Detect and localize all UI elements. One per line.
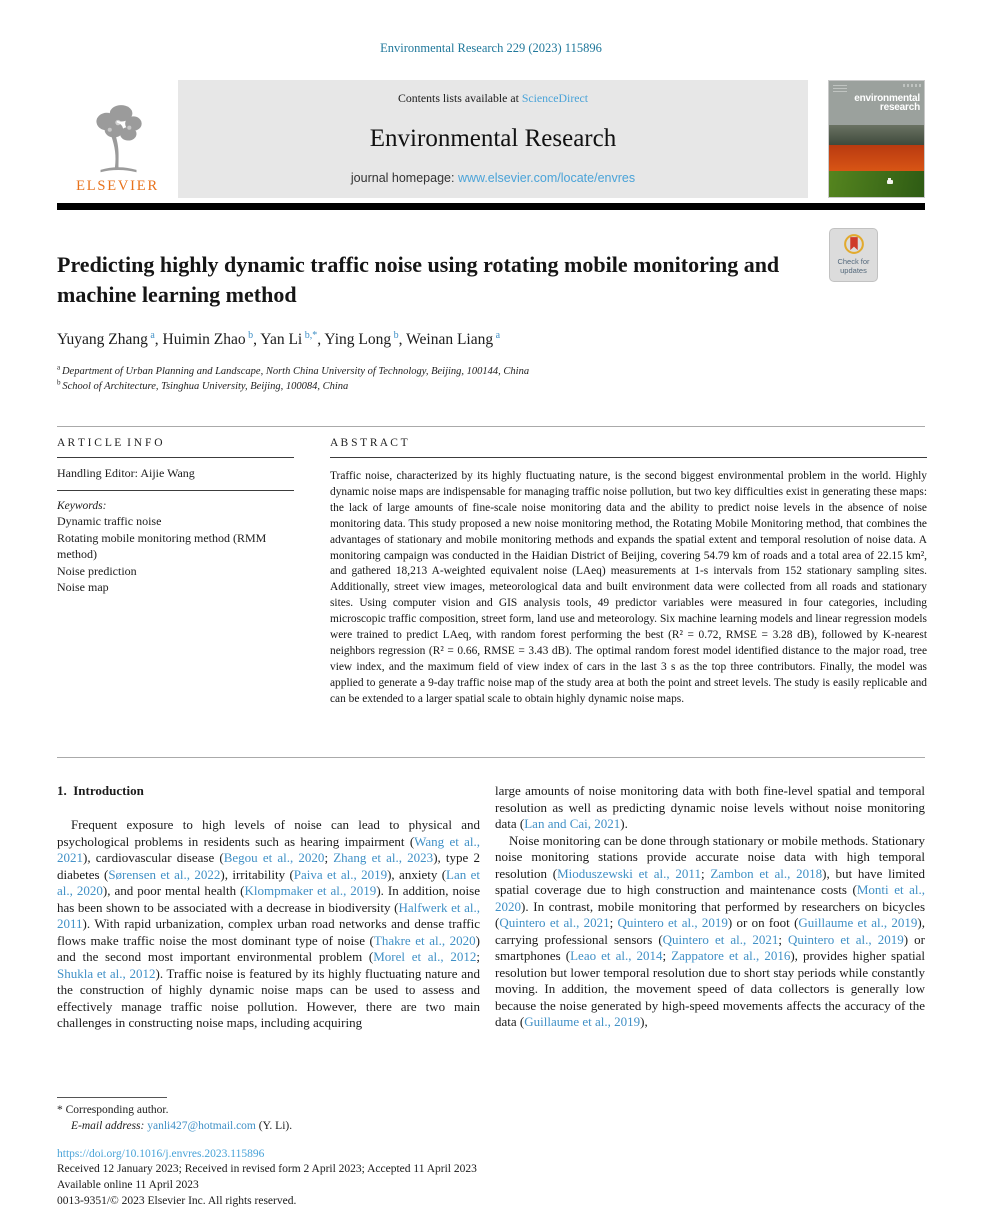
text-run: ), cardiovascular disease ( (83, 850, 224, 865)
citation-link[interactable]: Paiva et al., 2019 (293, 866, 388, 882)
text-run: ; (778, 931, 789, 947)
elsevier-tree-icon (87, 102, 149, 176)
footer-block (57, 1146, 925, 1209)
cover-skyline-band (829, 125, 924, 145)
journal-title: Environmental Research (369, 124, 617, 152)
text-run: ; (324, 850, 334, 865)
text-run: , Ying Long (317, 331, 392, 348)
citation-link[interactable]: Thakre et al., 2020 (373, 932, 476, 948)
cover-tractor (887, 180, 893, 184)
keyword: Noise prediction (57, 563, 137, 578)
cover-fineprint (903, 84, 921, 87)
text-run: journal homepage: (350, 171, 458, 185)
divider-rule (57, 426, 925, 427)
citation-link[interactable]: a (147, 329, 155, 341)
elsevier-wordmark: ELSEVIER (76, 178, 159, 194)
citation-link[interactable]: b (245, 329, 254, 341)
journal-homepage-line (188, 171, 798, 185)
citation-link[interactable]: Lan et al., 2020 (57, 866, 481, 898)
body-paragraph (57, 817, 480, 1032)
text-run: ) and the second most important environmental problem ( (57, 932, 480, 964)
handling-editor-line: Handling Editor: Aijie Wang (57, 466, 195, 480)
cover-field-band (829, 171, 924, 197)
divider-rule (330, 457, 927, 458)
citation-link[interactable]: Quintero et al., 2021 (662, 931, 779, 947)
text-run: ) or on foot ( (727, 915, 799, 930)
keyword: Rotating mobile monitoring method (RMM method) (57, 530, 267, 561)
text-run: ; (700, 865, 711, 881)
citation-link[interactable]: www.elsevier.com/locate/envres (457, 171, 636, 185)
journal-banner (178, 80, 808, 198)
citation-link[interactable]: Lan and Cai, 2021 (524, 816, 621, 831)
citation-link[interactable]: Wang et al., 2021 (57, 833, 481, 865)
citation-link[interactable]: Zambon et al., 2018 (710, 865, 823, 881)
citation-link[interactable]: Sørensen et al., 2022 (108, 866, 221, 882)
running-head-citation: Environmental Research 229 (2023) 115896 (380, 41, 602, 55)
citation-link[interactable]: Morel et al., 2012 (373, 949, 477, 964)
body-paragraph (495, 783, 925, 833)
citation-link[interactable]: Monti et al., 2020 (495, 882, 926, 914)
text-run: ), type 2 diabetes ( (57, 850, 480, 882)
citation-link[interactable]: yanli427@hotmail.com (147, 1119, 256, 1132)
text-run: ), anxiety ( (387, 866, 447, 882)
check-for-updates-badge[interactable] (829, 228, 878, 282)
citation-link[interactable]: Halfwerk et al., 2011 (57, 899, 480, 931)
text-run: ), irritability ( (220, 866, 294, 882)
text-run: large amounts of noise monitoring data with both fine-level spatial and temporal resolution as well as predicting dynamic noise levels without noise monitoring data ( (495, 783, 925, 831)
journal-masthead (57, 80, 925, 198)
cover-title-line: environmental (854, 93, 920, 104)
cover-red-band (829, 145, 924, 171)
article-info-column (57, 437, 294, 596)
text-run: ), and poor mental health ( (102, 883, 245, 898)
text-run: ). With rapid urbanization, complex urban road networks and dense traffic flows make traffic noise the most dominant type of noise ( (57, 916, 480, 948)
text-run: Noise monitoring can be done through stationary or mobile methods. Stationary noise monitoring stations provide accurate noise data with high temporal resolution ( (495, 832, 925, 881)
article-info-heading: A R T I C L E I N F O (57, 437, 163, 449)
corresponding-author-note: * Corresponding author. (57, 1104, 169, 1116)
elsevier-logo (57, 80, 178, 198)
keyword: Noise map (57, 580, 109, 594)
text-run: , Weinan Liang (398, 331, 494, 348)
cover-fineprint (833, 85, 847, 93)
text-run: ), but have limited spatial coverage due to high construction and maintenance costs ( (495, 865, 925, 897)
email-line (57, 1119, 487, 1135)
abstract-column (330, 437, 927, 708)
body-left-column (57, 783, 480, 1032)
article-title: Predicting highly dynamic traffic noise using rotating mobile monitoring and machine learning method (57, 252, 780, 307)
citation-link[interactable]: ScienceDirect (521, 91, 588, 105)
received-dates-line: Received 12 January 2023; Received in revised form 2 April 2023; Accepted 11 April 2023 (57, 1163, 477, 1175)
citation-link[interactable]: Klompmaker et al., 2019 (244, 883, 377, 898)
citation-link[interactable]: Leao et al., 2014 (570, 948, 663, 963)
affiliations (57, 364, 817, 394)
check-updates-label (837, 258, 869, 275)
section-heading-introduction: 1. Introduction (57, 783, 144, 798)
available-online-line: Available online 11 April 2023 (57, 1178, 199, 1191)
spacer (808, 80, 828, 198)
crossmark-icon (840, 232, 868, 258)
text-run: , Huimin Zhao (154, 331, 246, 348)
affiliation-line (57, 379, 817, 394)
text-run: ; (476, 949, 480, 964)
issn-copyright-line: 0013-9351/© 2023 Elsevier Inc. All rights reserved. (57, 1194, 297, 1207)
text-run: ), (640, 1014, 648, 1029)
citation-link[interactable]: Guillaume et al., 2019 (798, 915, 918, 930)
citation-link[interactable]: Quintero et al., 2019 (617, 915, 728, 930)
text-run: ). In addition, noise has been shown to be associated with a decrease in biodiversity ( (57, 883, 480, 915)
text-run: ), carrying professional sensors ( (495, 915, 925, 947)
badge-label-line: Check for (837, 257, 870, 266)
cover-journal-title (854, 94, 920, 112)
citation-link[interactable]: b,* (302, 329, 318, 341)
doi-link[interactable]: https://doi.org/10.1016/j.envres.2023.115896 (57, 1148, 265, 1160)
citation-link[interactable]: Shukla et al., 2012 (57, 965, 156, 981)
citation-link[interactable]: b (391, 329, 399, 341)
citation-link[interactable]: Quintero et al., 2019 (788, 931, 904, 947)
text-run: ). (620, 816, 628, 831)
body-paragraph (495, 833, 925, 1031)
citation-link[interactable]: a (493, 329, 501, 341)
body-right-column (495, 783, 925, 1032)
text-run: Contents lists available at (397, 91, 522, 105)
keyword: Dynamic traffic noise (57, 514, 162, 528)
text-run: ; (609, 915, 618, 930)
abstract-text: Traffic noise, characterized by its highly fluctuating nature, is the second biggest environmental problem in the world. Highly dynamic noise maps are indispensable for managing traffic noise pollution, but two key difficulties exist in generating these maps: the lack of large amounts of fine-scale noise monitoring data and the ability to predict noise levels in the absence of noise monitoring data. This study proposed a new noise monitoring method, the Rotating Mobile Monitoring method, that combines the advantages of stationary and mobile monitoring methods and expands the spatial extent and temporal resolution of noise data. A monitoring campaign was conducted in the Haidian District of Beijing, covering 54.79 km of roads and a total area of 22.15 km², and gathered 18,213 A-weighted equivalent noise (LAeq) measurements at 1-s intervals from 152 stationary sampling sites. Additionally, street view images, meteorological data and built environment data were collected from all roads and stationary sites. Using computer vision and GIS analysis tools, 49 predictor variables were measured in four categories, including microscopic traffic composition, street form, land use and meteorology. Six machine learning models and linear regression models were trained to predict LAeq, with random forest performing the best (R² = 0.72, RMSE = 3.28 dB), followed by K-nearest neighbors regression (R² = 0.66, RMSE = 3.43 dB). The optimal random forest model identified distance to the major road, tree view index, and the maximum field of view index of cars in the last 3 s as the top three contributors. Finally, the model was applied to generate a 9-day traffic noise map of the study area at both the point and street levels. The study is easily replicable and can be extended to a larger spatial scale to obtain highly dynamic noise maps. (330, 470, 927, 705)
text-run: Department of Urban Planning and Landscape, North China University of Technology, Beijing, 100144, China (61, 366, 530, 377)
text-run: ), provides higher spatial resolution but lower temporal resolution due to short stay periods while constantly moving. In addition, the movement speed of data collectors is generally low because the noise generated by high-speed movements affects the accuracy of the data ( (495, 948, 925, 1029)
text-run: School of Architecture, Tsinghua University, Beijing, 100084, China (62, 381, 349, 392)
citation-link[interactable]: Begou et al., 2020 (223, 850, 325, 865)
cover-title-line: research (879, 102, 920, 113)
keywords-label: Keywords: (57, 500, 107, 512)
divider-rule (57, 757, 925, 758)
text-run: ; (662, 948, 672, 963)
masthead-divider-bar (57, 203, 925, 210)
sup-mark: a (57, 363, 62, 372)
author-list (57, 331, 817, 349)
citation-link[interactable]: Quintero et al., 2021 (499, 915, 610, 930)
footnote-block (57, 1097, 487, 1134)
text-run: (Y. Li). (255, 1119, 293, 1132)
text-run: ) or smartphones ( (495, 931, 925, 963)
text-run: , Yan Li (253, 331, 303, 348)
journal-cover-thumbnail[interactable] (828, 80, 925, 198)
text-run: ). In contrast, mobile monitoring that performed by researchers on bicycles ( (495, 898, 925, 930)
citation-link[interactable]: Mioduszewski et al., 2011 (557, 865, 701, 881)
citation-link[interactable]: Guillaume et al., 2019 (524, 1014, 641, 1029)
divider-rule (57, 457, 294, 458)
divider-rule (57, 490, 294, 491)
text-run: ). Traffic noise is featured by its highly fluctuating nature and the construction of highly dynamic noise maps can be used to assess and effectively manage traffic noise pollution. However, there are two main challenges in constructing noise maps, including acquiring (57, 965, 480, 1030)
text-run: Yuyang Zhang (57, 331, 148, 348)
citation-link[interactable]: Zhang et al., 2023 (333, 850, 434, 865)
badge-label-line: updates (840, 265, 867, 275)
cover-header-band (829, 81, 924, 125)
citation-link[interactable]: Zappatore et al., 2016 (671, 948, 791, 963)
footnote-rule (57, 1097, 167, 1098)
text-run: E-mail address: (71, 1119, 148, 1132)
contents-list-line (188, 91, 798, 106)
abstract-heading: A B S T R A C T (330, 437, 408, 449)
affiliation-line (57, 364, 817, 379)
text-run: Frequent exposure to high levels of noise can lead to physical and psychological problems in residents such as hearing impairment ( (57, 817, 480, 849)
sup-mark: b (57, 378, 63, 387)
article-body (57, 783, 925, 1032)
